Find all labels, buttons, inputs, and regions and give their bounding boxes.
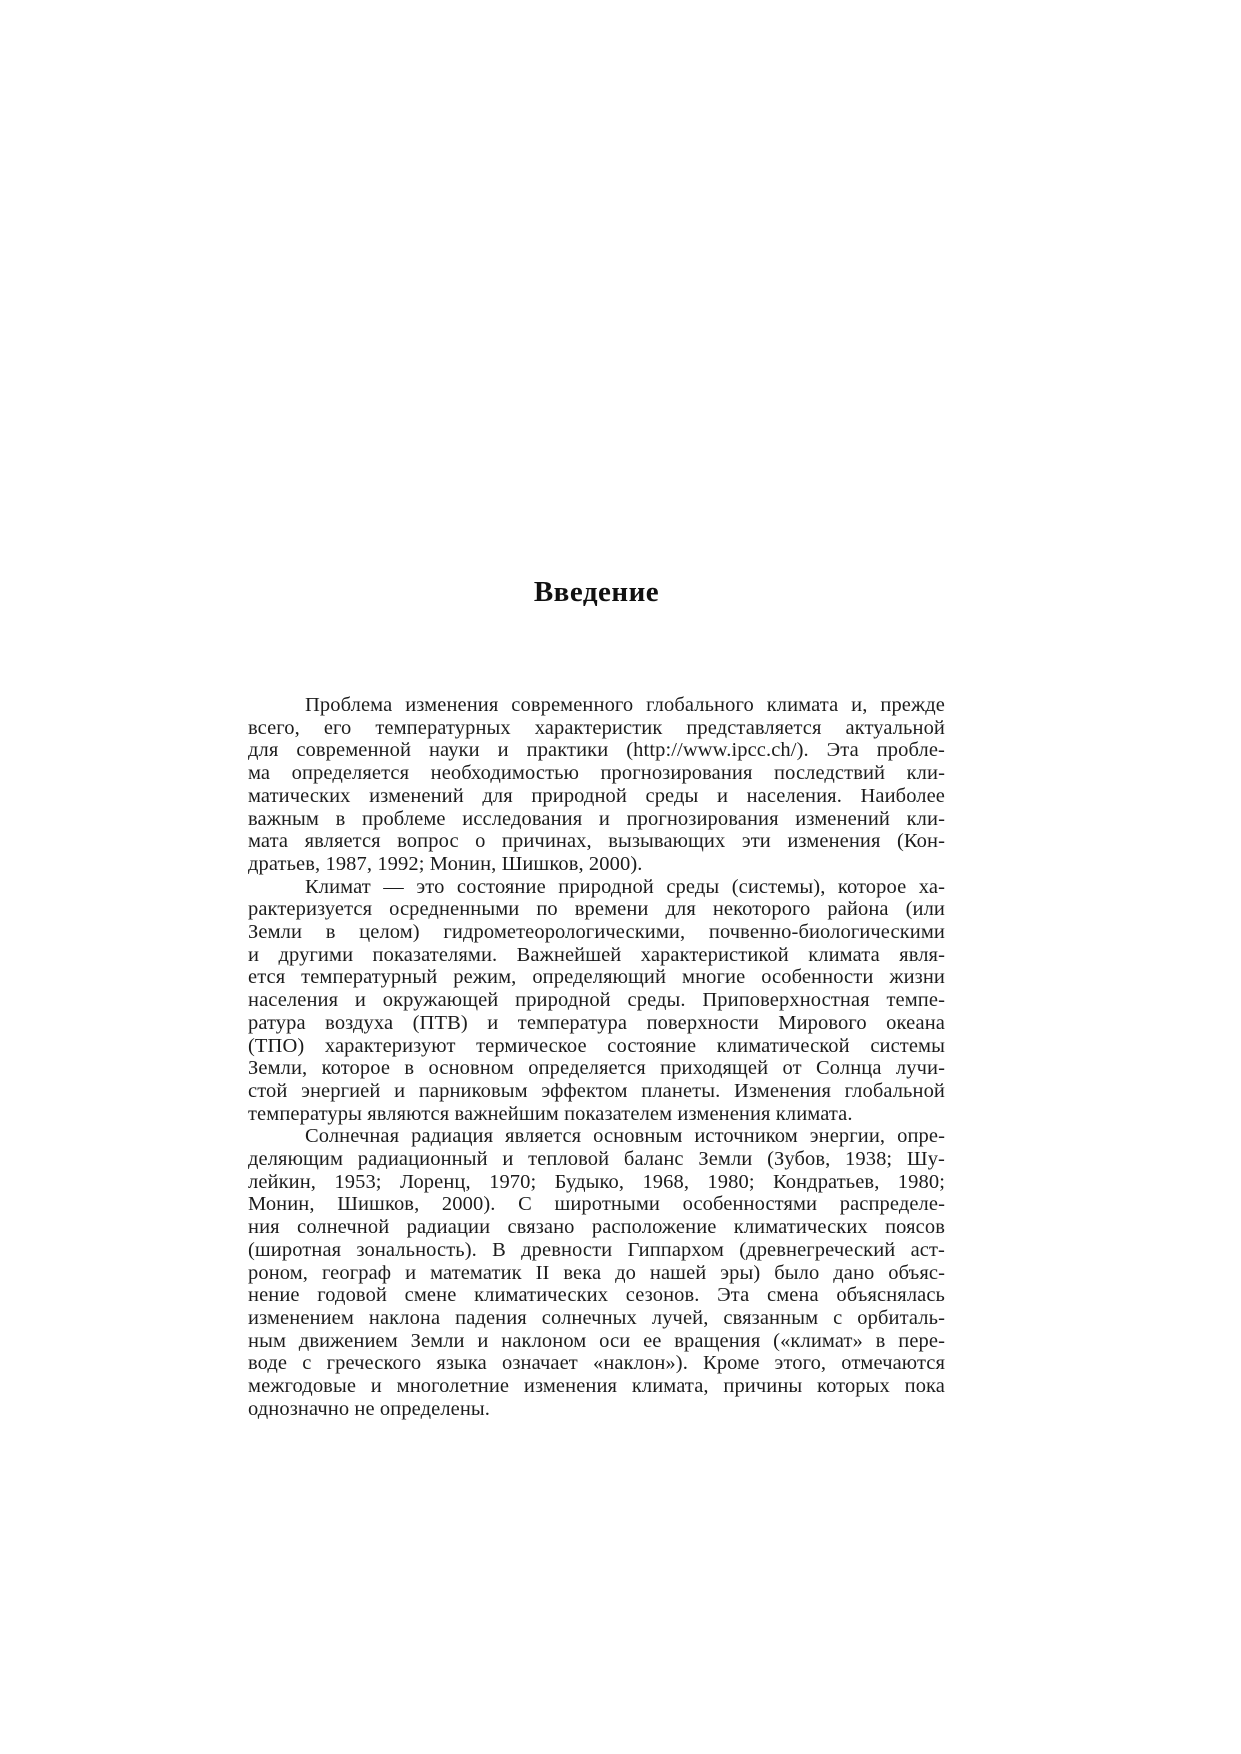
text-line: и другими показателями. Важнейшей характеристикой климата явля-	[248, 943, 945, 966]
text-line: лейкин, 1953; Лоренц, 1970; Будыко, 1968, 1980; Кондратьев, 1980;	[248, 1170, 945, 1193]
text-line: мата является вопрос о причинах, вызывающих эти изменения (Кон-	[248, 830, 945, 853]
text-line: ма определяется необходимостью прогнозирования последствий кли-	[248, 762, 945, 785]
text-line: (широтная зональность). В древности Гиппархом (древнегреческий аст-	[248, 1238, 945, 1261]
text-line: температуры являются важнейшим показателем изменения климата.	[248, 1102, 853, 1125]
text-line: роном, географ и математик II века до нашей эры) было дано объяс-	[248, 1261, 945, 1284]
text-line: Климат — это состояние природной среды (системы), которое ха-	[305, 875, 945, 898]
text-line: всего, его температурных характеристик представляется актуальной	[248, 716, 945, 739]
text-line: межгодовые и многолетние изменения климата, причины которых пока	[248, 1375, 945, 1398]
text-line: рактеризуется осредненными по времени для некоторого района (или	[248, 898, 945, 921]
text-line: Монин, Шишков, 2000). С широтными особенностями распределе-	[248, 1193, 945, 1216]
text-line: воде с греческого языка означает «наклон»). Кроме этого, отмечаются	[248, 1352, 945, 1375]
text-line: Земли в целом) гидрометеорологическими, почвенно-биологическими	[248, 921, 945, 944]
text-line: стой энергией и парниковым эффектом планеты. Изменения глобальной	[248, 1079, 945, 1102]
text-line: Земли, которое в основном определяется приходящей от Солнца лучи-	[248, 1057, 945, 1080]
text-line: ным движением Земли и наклоном оси ее вращения («климат» в пере-	[248, 1329, 945, 1352]
text-line: важным в проблеме исследования и прогнозирования изменений кли-	[248, 807, 945, 830]
text-block	[248, 694, 945, 1421]
text-line: Солнечная радиация является основным источником энергии, опре-	[305, 1125, 945, 1148]
text-line: нение годовой смене климатических сезонов. Эта смена объяснялась	[248, 1284, 945, 1307]
text-line: матических изменений для природной среды и населения. Наиболее	[248, 784, 945, 807]
page-title: Введение	[533, 576, 660, 608]
text-line: населения и окружающей природной среды. Приповерхностная темпе-	[248, 989, 945, 1012]
text-line: ратура воздуха (ПТВ) и температура поверхности Мирового океана	[248, 1011, 945, 1034]
text-line: для современной науки и практики (http://www.ipcc.ch/). Эта пробле-	[248, 739, 945, 762]
text-line: деляющим радиационный и тепловой баланс Земли (Зубов, 1938; Шу-	[248, 1148, 945, 1171]
text-line: ния солнечной радиации связано расположение климатических поясов	[248, 1216, 945, 1239]
text-line: дратьев, 1987, 1992; Монин, Шишков, 2000).	[248, 852, 643, 875]
text-line: (ТПО) характеризуют термическое состояние климатической системы	[248, 1034, 945, 1057]
text-line: однозначно не определены.	[248, 1397, 491, 1420]
text-line: ется температурный режим, определяющий многие особенности жизни	[248, 966, 945, 989]
text-line: Проблема изменения современного глобального климата и, прежде	[305, 694, 945, 716]
text-line: изменением наклона падения солнечных лучей, связанным с орбиталь-	[248, 1306, 945, 1329]
